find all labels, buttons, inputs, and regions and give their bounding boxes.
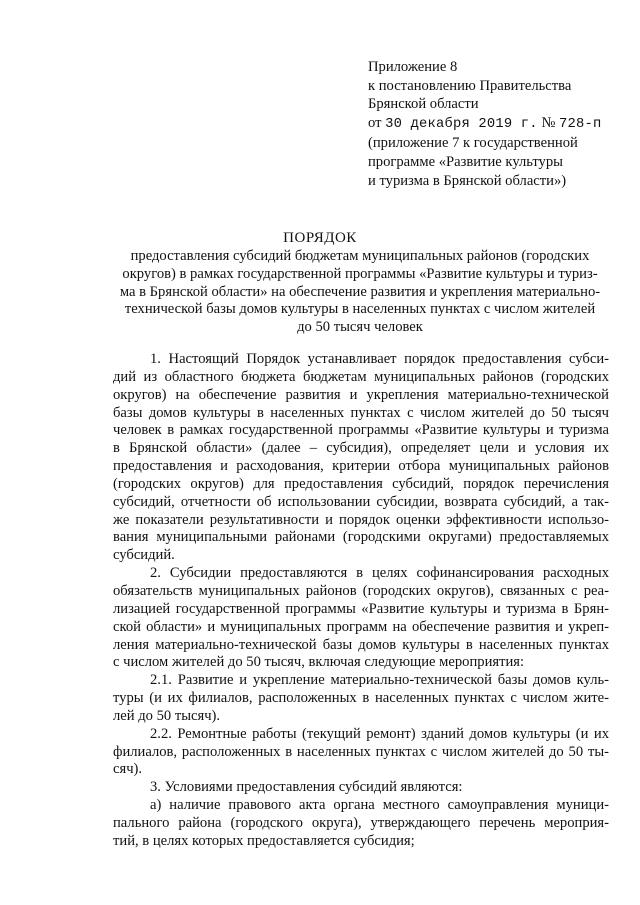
body-line: а) наличие правового акта органа местного самоуправления муници- (150, 797, 609, 814)
body-line: дий из областного бюджета бюджетам муниципальных районов (городских (113, 368, 609, 385)
date-prefix: от (368, 114, 382, 131)
appendix-title: Приложение 8 (368, 59, 458, 75)
body-line: базы домов культуры в населенных пунктах с числом жителей до 50 тысяч (113, 404, 609, 421)
body-line: 3. Условиями предоставления субсидий являются: (150, 779, 463, 796)
document-title: ПОРЯДОК (283, 230, 357, 246)
body-line: 2.2. Ремонтные работы (текущий ремонт) зданий домов культуры (и их (150, 725, 609, 742)
body-line: человек в рамках государственной программы «Развитие культуры и туризма (113, 422, 609, 439)
appendix-header (368, 58, 618, 190)
body-line: (городских округов) для предоставления субсидий, порядок перечисления (113, 475, 609, 492)
body-line: предоставления и расходования, критерии отбора муниципальных районов (113, 458, 609, 475)
body-line: с числом жителей до 50 тысяч, включая следующие мероприятия: (113, 654, 525, 671)
subtitle-line: технической базы домов культуры в населенных пунктах с числом жителей (124, 301, 596, 318)
body-line: субсидий, отчетности об использовании субсидии, возврата субсидий, а так- (113, 493, 609, 510)
body-line: пального района (городского округа), утверждающего перечень мероприя- (113, 814, 609, 831)
body-line: 2.1. Развитие и укрепление материально-технической базы домов куль- (150, 672, 609, 689)
appendix-date-line (368, 114, 618, 135)
appendix-line-1: к постановлению Правительства (368, 77, 572, 94)
subtitle-line: предоставления субсидий бюджетам муниципальных районов (городских (130, 248, 590, 264)
body-line: обязательств муниципальных районов (городских округов), связанных с реа- (113, 582, 609, 599)
body-line: туры (и их филиалов, расположенных в населенных пунктах с числом жите- (113, 690, 609, 707)
appendix-line-4: (приложение 7 к государственной (368, 135, 578, 152)
body-line: же показатели результативности и порядок оценки эффективности использо- (113, 511, 609, 528)
body-line: ской области» и муниципальных программ на обеспечение развития и укреп- (113, 618, 609, 635)
body-line: субсидий. (113, 547, 175, 564)
body-line: тий, в целях которых предоставляется субсидия; (113, 832, 415, 849)
subtitle-line: округов) в рамках государственной программы «Развитие культуры и туриз- (122, 265, 598, 282)
document-body (113, 351, 609, 851)
body-line: вания муниципальными районами (городскими округами) предоставляемых (113, 529, 609, 546)
body-line: 1. Настоящий Порядок устанавливает порядок предоставления субси- (150, 351, 609, 367)
appendix-line-2: Брянской области (368, 96, 479, 113)
body-line: лизацией государственной программы «Развитие культуры и туризма в Брян- (113, 600, 609, 617)
body-line: лей до 50 тысяч). (113, 707, 221, 724)
appendix-line-5: программе «Развитие культуры (368, 153, 563, 170)
decree-number: 728-п (559, 116, 602, 132)
body-line: сяч). (113, 761, 143, 778)
subtitle-line: до 50 тысяч человек (297, 319, 423, 336)
number-prefix: № (541, 114, 556, 131)
body-line: в Брянской области» (далее – субсидия), определяет цели и условия их (113, 440, 609, 457)
subtitle-line: ма в Брянской области» на обеспечение развития и укрепления материально- (119, 283, 601, 300)
body-line: округов) на обеспечение развития и укрепления материально-технической (113, 386, 609, 403)
appendix-line-6: и туризма в Брянской области») (368, 172, 567, 189)
decree-date: 30 декабря 2019 г. (385, 116, 538, 132)
body-line: 2. Субсидии предоставляются в целях софинансирования расходных (150, 565, 609, 582)
body-line: ления материально-технической базы домов культуры в населенных пунктах (113, 636, 609, 653)
document-subtitle (112, 248, 608, 337)
body-line: филиалов, расположенных в населенных пунктах с числом жителей до 50 ты- (113, 743, 609, 760)
